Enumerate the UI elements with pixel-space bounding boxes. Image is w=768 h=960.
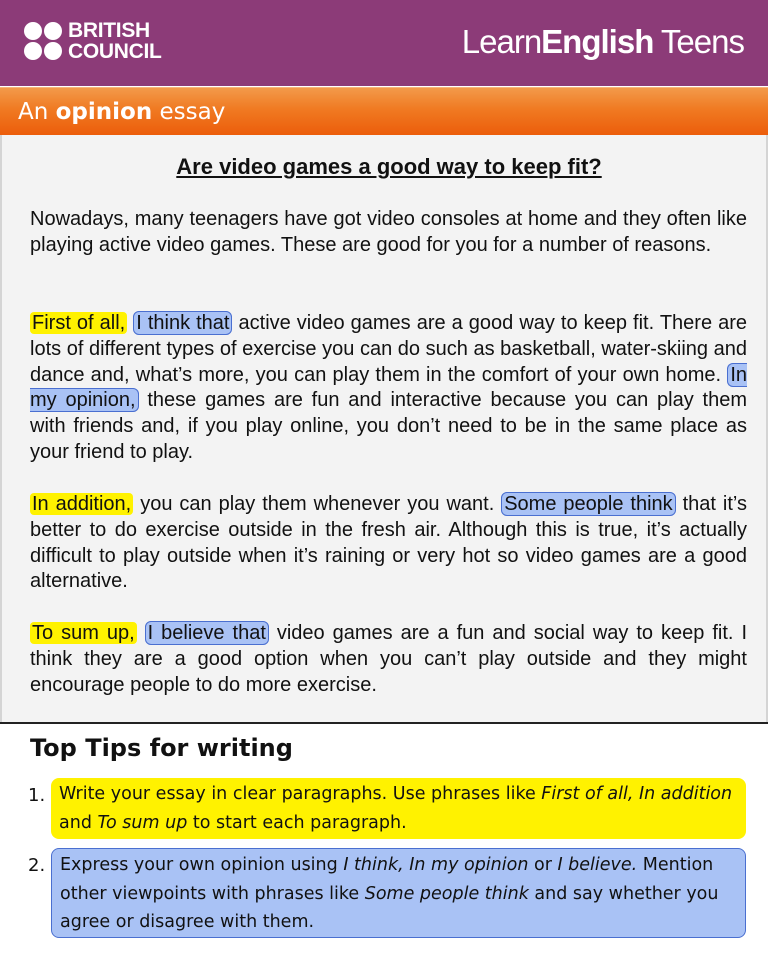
british-council-logo [24,20,174,66]
opinion-phrase-highlight: I think that [133,311,232,335]
opinion-phrase-highlight: I believe that [145,621,269,645]
learnenglish-teens-logo: LearnEnglish Teens [461,23,744,60]
british-council-dots-icon [24,22,64,62]
section-title: An opinion essay [18,99,226,125]
opinion-phrase-highlight: Some people think [501,492,675,516]
essay-paragraph-intro: Nowadays, many teenagers have got video consoles at home and they often like playing active video games. These are good for you for a number of reasons. [30,208,747,256]
essay-paragraph-conclusion: To sum up, I believe that video games are a fun and social way to keep fit. I think they are a good option when you can’t play outside and they might encourage people to do more exercise. [30,622,748,696]
linking-phrase-highlight: In addition, [32,493,132,515]
linking-phrase-highlight: To sum up, [32,622,135,644]
header-banner [0,0,768,86]
essay-title: Are video games a good way to keep fit? [176,154,602,179]
divider [0,722,768,724]
essay-paragraph-first: First of all, I think that active video games are a good way to keep fit. There are lots of different types of exercise you can do such as basketball, water-skiing and dance and, what’s more, you can play them in the comfort of your own home. In my opinion, these games are fun and interactive because you can play them with friends and, if you play online, you don’t need to be in the same place as your friend to play. [30,312,748,463]
tip-number: 1. [28,785,46,806]
british-council-wordmark: BRITISH COUNCIL [68,19,162,63]
section-title-bar [0,87,768,135]
opinion-phrase-highlight: In my opinion, [30,363,747,412]
tips-heading: Top Tips for writing [30,734,293,762]
linking-phrase-highlight: First of all, [32,312,126,334]
tip-number: 2. [28,855,46,876]
essay-paragraph-second: In addition, you can play them whenever you want. Some people think that it’s better to do exercise outside in the fresh air. Although this is true, it’s actually difficult to play outside when it’s raining or very hot so video games are a good alternative. [30,493,748,593]
tip-box-opinion: Express your own opinion using I think, In my opinion or I believe. Mention other viewpoints with phrases like Some people think and say whether you agree or disagree with them. [51,848,746,938]
tip-box-paragraphs: Write your essay in clear paragraphs. Use phrases like First of all, In addition and To sum up to start each paragraph. [51,778,746,839]
